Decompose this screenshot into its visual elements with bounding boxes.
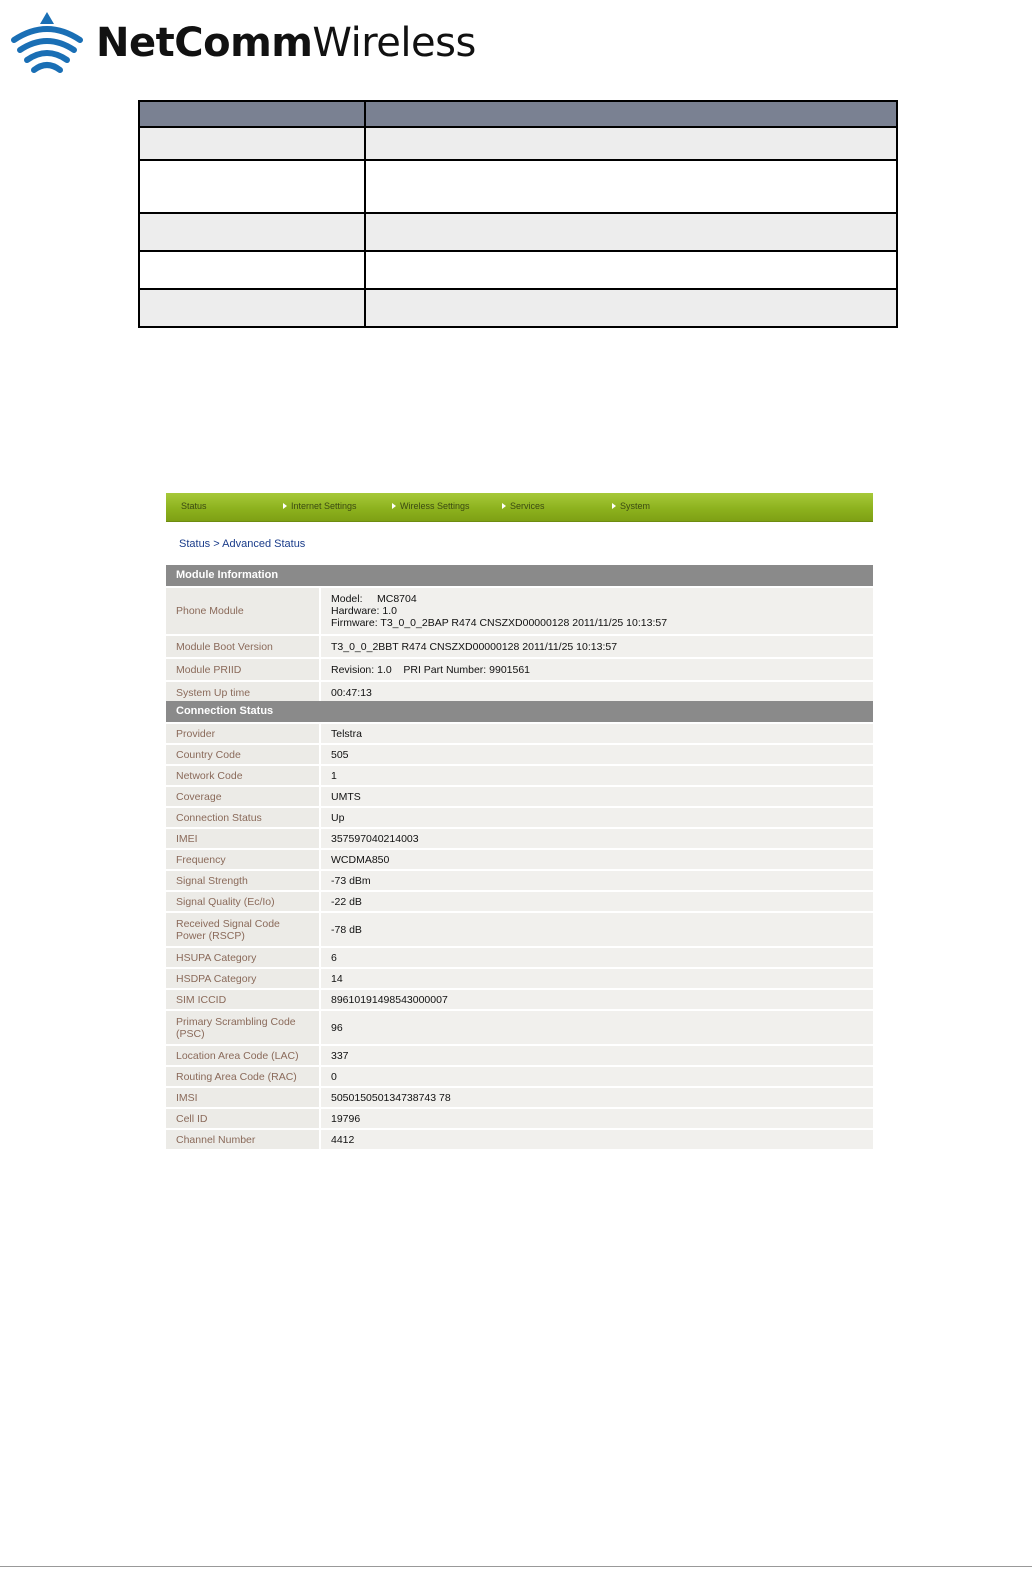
table-row xyxy=(166,1067,873,1088)
row-label: Coverage xyxy=(166,787,321,806)
row-value: 00:47:13 xyxy=(321,682,873,703)
arrow-right-icon xyxy=(502,503,506,509)
breadcrumb-status-link[interactable]: Status xyxy=(179,538,211,550)
row-label: Phone Module xyxy=(166,588,321,634)
row-value: WCDMA850 xyxy=(321,850,873,869)
nav-services[interactable]: Services xyxy=(502,501,545,511)
row-value: 4412 xyxy=(321,1130,873,1149)
row-label: Provider xyxy=(166,724,321,743)
row-label: SIM ICCID xyxy=(166,990,321,1009)
arrow-right-icon xyxy=(612,503,616,509)
table-row xyxy=(166,1011,873,1046)
document-table-row xyxy=(139,213,897,251)
top-navigation-bar xyxy=(166,493,873,522)
row-label: HSUPA Category xyxy=(166,948,321,967)
table-row xyxy=(166,1046,873,1067)
row-value: 0 xyxy=(321,1067,873,1086)
row-label: Routing Area Code (RAC) xyxy=(166,1067,321,1086)
row-value: 505015050134738743 78 xyxy=(321,1088,873,1107)
arrow-right-icon xyxy=(283,503,287,509)
table-row xyxy=(166,892,873,913)
row-value: T3_0_0_2BBT R474 CNSZXD00000128 2011/11/25 10:13:57 xyxy=(321,636,873,657)
table-row xyxy=(166,588,873,636)
table-row xyxy=(166,871,873,892)
table-row xyxy=(166,948,873,969)
netcomm-logo xyxy=(10,8,476,78)
logo-wordmark: NetCommWireless xyxy=(96,20,476,66)
module-information-rows xyxy=(166,588,873,705)
table-row xyxy=(166,724,873,745)
table-row xyxy=(166,850,873,871)
row-value: Telstra xyxy=(321,724,873,743)
document-table xyxy=(138,100,898,328)
row-label: Connection Status xyxy=(166,808,321,827)
row-label: Module PRIID xyxy=(166,659,321,680)
table-row xyxy=(166,969,873,990)
row-label: Signal Quality (Ec/Io) xyxy=(166,892,321,911)
row-label: IMSI xyxy=(166,1088,321,1107)
nav-system[interactable]: System xyxy=(612,501,650,511)
table-row xyxy=(166,808,873,829)
nav-internet-settings[interactable]: Internet Settings xyxy=(283,501,357,511)
breadcrumb-current: Advanced Status xyxy=(222,538,306,550)
module-information-header: Module Information xyxy=(166,565,873,586)
document-table-header xyxy=(139,101,897,127)
row-value: -22 dB xyxy=(321,892,873,911)
row-value: 6 xyxy=(321,948,873,967)
connection-status-header: Connection Status xyxy=(166,701,873,722)
page-footer-divider xyxy=(0,1566,1032,1567)
row-value: 505 xyxy=(321,745,873,764)
document-table-row xyxy=(139,289,897,327)
breadcrumb-separator: > xyxy=(213,538,220,550)
row-label: Primary Scrambling Code (PSC) xyxy=(166,1011,321,1044)
row-value: 337 xyxy=(321,1046,873,1065)
row-label: Signal Strength xyxy=(166,871,321,890)
row-value: 96 xyxy=(321,1011,873,1044)
row-value: -78 dB xyxy=(321,913,873,946)
row-label: System Up time xyxy=(166,682,321,703)
row-value: 14 xyxy=(321,969,873,988)
wifi-signal-icon xyxy=(10,10,84,76)
arrow-right-icon xyxy=(392,503,396,509)
table-row xyxy=(166,787,873,808)
table-row xyxy=(166,1109,873,1130)
row-value: 1 xyxy=(321,766,873,785)
table-row xyxy=(166,766,873,787)
row-label: HSDPA Category xyxy=(166,969,321,988)
document-table-row xyxy=(139,127,897,160)
document-table-row xyxy=(139,251,897,289)
table-row xyxy=(166,829,873,850)
connection-status-rows xyxy=(166,724,873,1151)
row-value: Up xyxy=(321,808,873,827)
table-row xyxy=(166,636,873,659)
breadcrumb xyxy=(179,538,305,550)
row-label: Location Area Code (LAC) xyxy=(166,1046,321,1065)
table-row xyxy=(166,913,873,948)
row-label: Cell ID xyxy=(166,1109,321,1128)
row-label: Channel Number xyxy=(166,1130,321,1149)
table-row xyxy=(166,745,873,766)
row-label: Country Code xyxy=(166,745,321,764)
row-value: 89610191498543000007 xyxy=(321,990,873,1009)
row-label: IMEI xyxy=(166,829,321,848)
row-value: UMTS xyxy=(321,787,873,806)
row-label: Frequency xyxy=(166,850,321,869)
nav-status[interactable]: Status xyxy=(181,501,207,511)
table-row xyxy=(166,1130,873,1151)
row-value: -73 dBm xyxy=(321,871,873,890)
row-label: Received Signal Code Power (RSCP) xyxy=(166,913,321,946)
router-status-screenshot xyxy=(166,493,873,1146)
row-label: Network Code xyxy=(166,766,321,785)
row-value: 357597040214003 xyxy=(321,829,873,848)
row-value: 19796 xyxy=(321,1109,873,1128)
nav-wireless-settings[interactable]: Wireless Settings xyxy=(392,501,470,511)
table-row xyxy=(166,990,873,1011)
row-label: Module Boot Version xyxy=(166,636,321,657)
document-table-row xyxy=(139,160,897,213)
table-row xyxy=(166,1088,873,1109)
table-row xyxy=(166,659,873,682)
phone-module-value: Model: MC8704 Hardware: 1.0 Firmware: T3_0_0_2BAP R474 CNSZXD00000128 2011/11/25 10:13:57 xyxy=(321,588,873,634)
row-value: Revision: 1.0 PRI Part Number: 9901561 xyxy=(321,659,873,680)
